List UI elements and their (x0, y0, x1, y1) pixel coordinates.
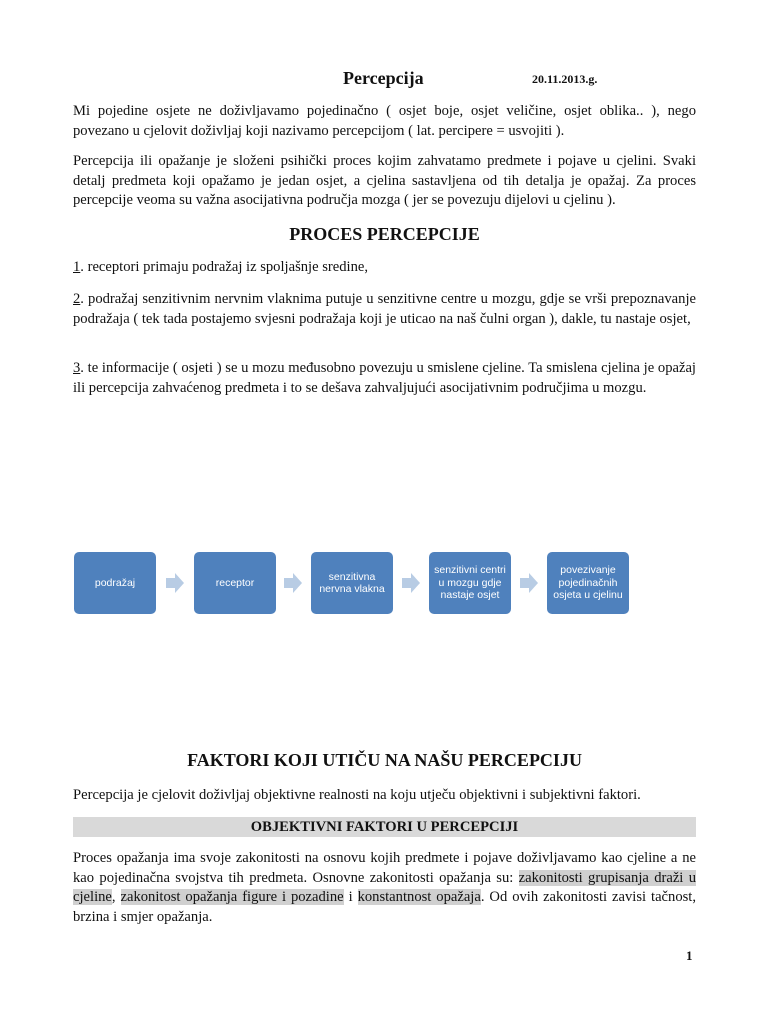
paragraph-text: . Od ovih zakonitosti zavisi tačnost, brzina i smjer opažanja. (73, 889, 696, 925)
process-item-text: . podražaj senzitivnim nervnim vlaknima putuje u senzitivne centre u mozgu, gdje se vrši prepoznavanje podražaja ( tek tada postajemo svjesni podražaja koji je uticao na naš čulni organ ), dakle, tu nastaje osjet, (73, 291, 696, 327)
page-title: Percepcija (343, 68, 424, 88)
intro-paragraph-1: Mi pojedine osjete ne doživljavamo pojedinačno ( osjet boje, osjet veličine, osjet oblika.. ), nego povezano u cjelovit doživljaj koji nazivamo percepcijom ( lat. percipere = usvojiti ). (73, 103, 696, 139)
process-flow-diagram (73, 552, 696, 614)
process-heading: PROCES PERCEPCIJE (289, 224, 480, 244)
process-item-number: 1 (73, 259, 81, 275)
highlighted-term: zakonitosti grupisanja draži u cjeline (73, 869, 696, 905)
paragraph-text: Proces opažanja ima svoje zakonitosti na osnovu kojih predmete i pojave doživljavamo kao cjeline a ne kao pojedinačna svojstva tih predmeta. Osnovne zakonitosti opažanja su: (73, 850, 696, 886)
right-arrow-icon (166, 573, 184, 593)
process-item-1 (73, 258, 696, 278)
factors-heading: FAKTORI KOJI UTIČU NA NAŠU PERCEPCIJU (187, 750, 582, 770)
right-arrow-icon (402, 573, 420, 593)
process-item-text: . te informacije ( osjeti ) se u mozu međusobno povezuju u smislene cjeline. Ta smislena cjelina je opažaj ili percepcija zahvaćenog predmeta i to se dešava zahvaljujući asocijativnim područjima u mozgu. (73, 360, 696, 396)
process-item-number: 3 (73, 360, 81, 376)
title-row (73, 68, 696, 90)
objective-factors-heading: OBJEKTIVNI FAKTORI U PERCEPCIJI (73, 817, 696, 837)
process-item-number: 2 (73, 291, 81, 307)
process-item-text: . receptori primaju podražaj iz spoljašnje sredine, (80, 259, 369, 275)
document-page (73, 0, 696, 1024)
flow-step-podrazaj: podražaj (74, 552, 156, 614)
flow-step-senzitivni-centri: senzitivni centri u mozgu gdje nastaje osjet (429, 552, 511, 614)
page-number: 1 (686, 948, 693, 963)
highlighted-term: zakonitost opažanja figure i pozadine (120, 889, 344, 905)
objective-factors-paragraph (73, 849, 696, 927)
separator-text: i (343, 889, 358, 905)
highlighted-term: konstantnost opažaja (357, 889, 481, 905)
right-arrow-icon (284, 573, 302, 593)
intro-paragraph-2: Percepcija ili opažanje je složeni psihički proces kojim zahvatamo predmete i pojave u cjelini. Svaki detalj predmeta koji opažamo je jedan osjet, a cjelina sastavljena od tih detalja je opažaj. Za proces percepcije veoma su važna asocijativna područja mozga ( jer se povezuju dijelovi u cjelinu ). (73, 153, 696, 208)
flow-step-receptor: receptor (194, 552, 276, 614)
process-item-3 (73, 359, 696, 398)
separator-text: , (111, 889, 121, 905)
right-arrow-icon (520, 573, 538, 593)
flow-step-povezivanje: povezivanje pojedinačnih osjeta u cjelinu (547, 552, 629, 614)
factors-paragraph: Percepcija je cjelovit doživljaj objektivne realnosti na koju utječu objektivni i subjektivni faktori. (73, 787, 641, 803)
flow-step-nervna-vlakna: senzitivna nervna vlakna (311, 552, 393, 614)
document-date: 20.11.2013.g. (532, 72, 598, 86)
process-item-2 (73, 290, 696, 329)
